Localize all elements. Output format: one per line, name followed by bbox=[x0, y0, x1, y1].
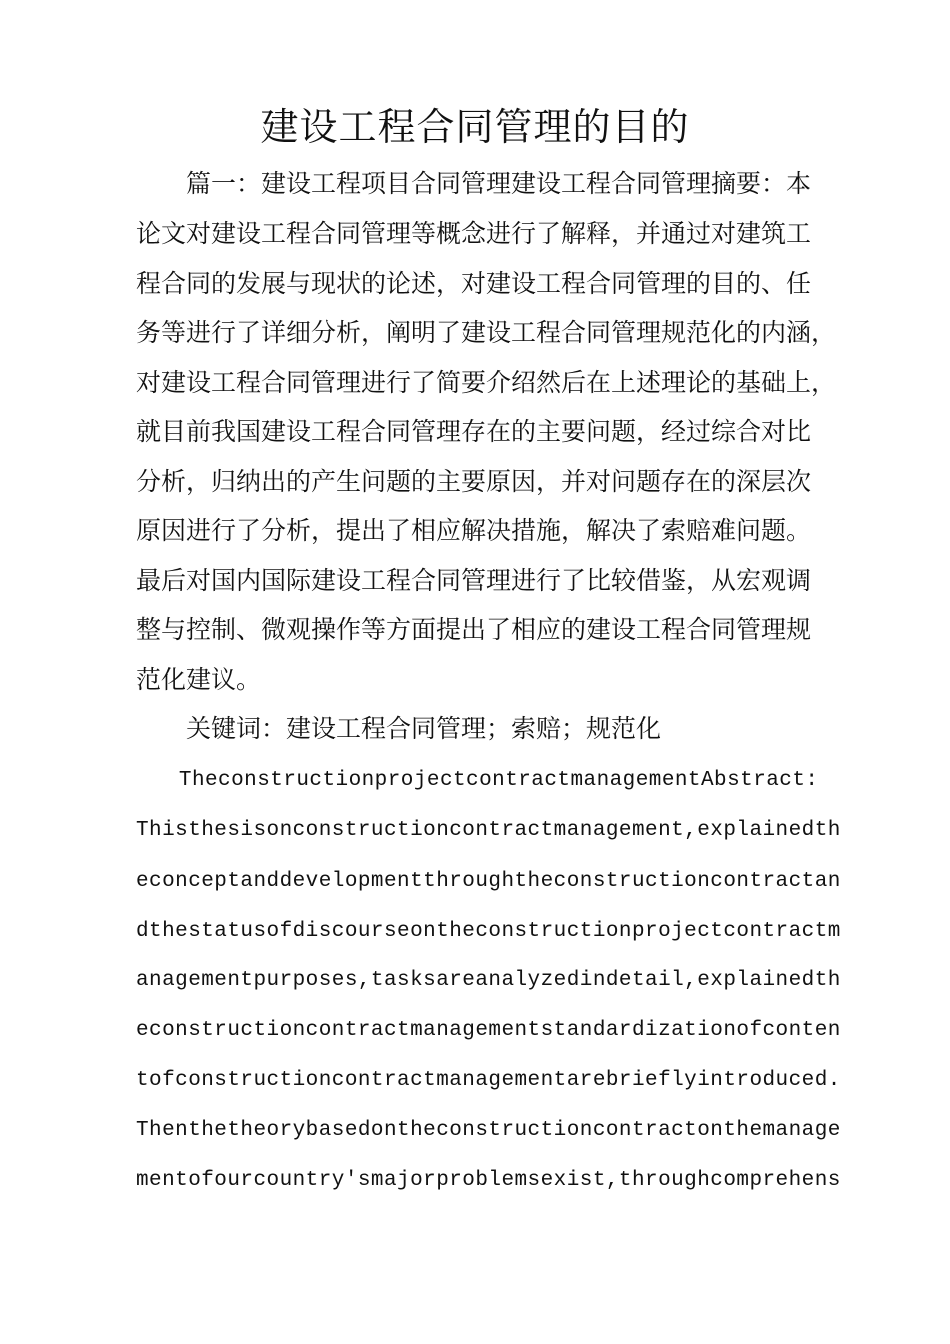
keywords-line: 关键词：建设工程合同管理；索赔；规范化 bbox=[136, 714, 662, 743]
abstract-en-line: econstructioncontractmanagementstandardizationofconten bbox=[136, 1019, 841, 1042]
abstract-cn-line: 分析，归纳出的产生问题的主要原因，并对问题存在的深层次 bbox=[136, 467, 812, 496]
abstract-en-line: Thenthetheorybasedontheconstructioncontractonthemanage bbox=[136, 1119, 841, 1142]
abstract-en-line: TheconstructionprojectcontractmanagementAbstract: bbox=[136, 769, 819, 792]
abstract-cn-line: 最后对国内国际建设工程合同管理进行了比较借鉴，从宏观调 bbox=[136, 566, 812, 595]
abstract-cn-line: 程合同的发展与现状的论述，对建设工程合同管理的目的、任 bbox=[136, 269, 812, 298]
abstract-en-line: tofconstructioncontractmanagementarebrieflyintroduced. bbox=[136, 1069, 841, 1092]
abstract-cn-line: 论文对建设工程合同管理等概念进行了解释，并通过对建筑工 bbox=[136, 219, 812, 248]
abstract-cn-line: 务等进行了详细分析，阐明了建设工程合同管理规范化的内涵， bbox=[136, 318, 837, 347]
abstract-en-line: econceptanddevelopmentthroughtheconstructioncontractan bbox=[136, 870, 841, 893]
abstract-en-line: mentofourcountry'smajorproblemsexist,throughcomprehens bbox=[136, 1169, 841, 1192]
abstract-en-line: anagementpurposes,tasksareanalyzedindetail,explainedth bbox=[136, 969, 841, 992]
abstract-cn-line: 就目前我国建设工程合同管理存在的主要问题，经过综合对比 bbox=[136, 417, 812, 446]
abstract-cn-line: 范化建议。 bbox=[136, 665, 262, 694]
abstract-cn-line: 整与控制、微观操作等方面提出了相应的建设工程合同管理规 bbox=[136, 615, 812, 644]
abstract-cn-line: 原因进行了分析，提出了相应解决措施，解决了索赔难问题。 bbox=[136, 516, 812, 545]
abstract-cn-line: 篇一：建设工程项目合同管理建设工程合同管理摘要：本 bbox=[136, 169, 812, 198]
abstract-en-line: Thisthesisonconstructioncontractmanagement,explainedth bbox=[136, 819, 841, 842]
abstract-cn-line: 对建设工程合同管理进行了简要介绍然后在上述理论的基础上， bbox=[136, 368, 837, 397]
abstract-en-line: dthestatusofdiscourseontheconstructionprojectcontractm bbox=[136, 920, 841, 943]
document-title: 建设工程合同管理的目的 bbox=[260, 105, 690, 149]
